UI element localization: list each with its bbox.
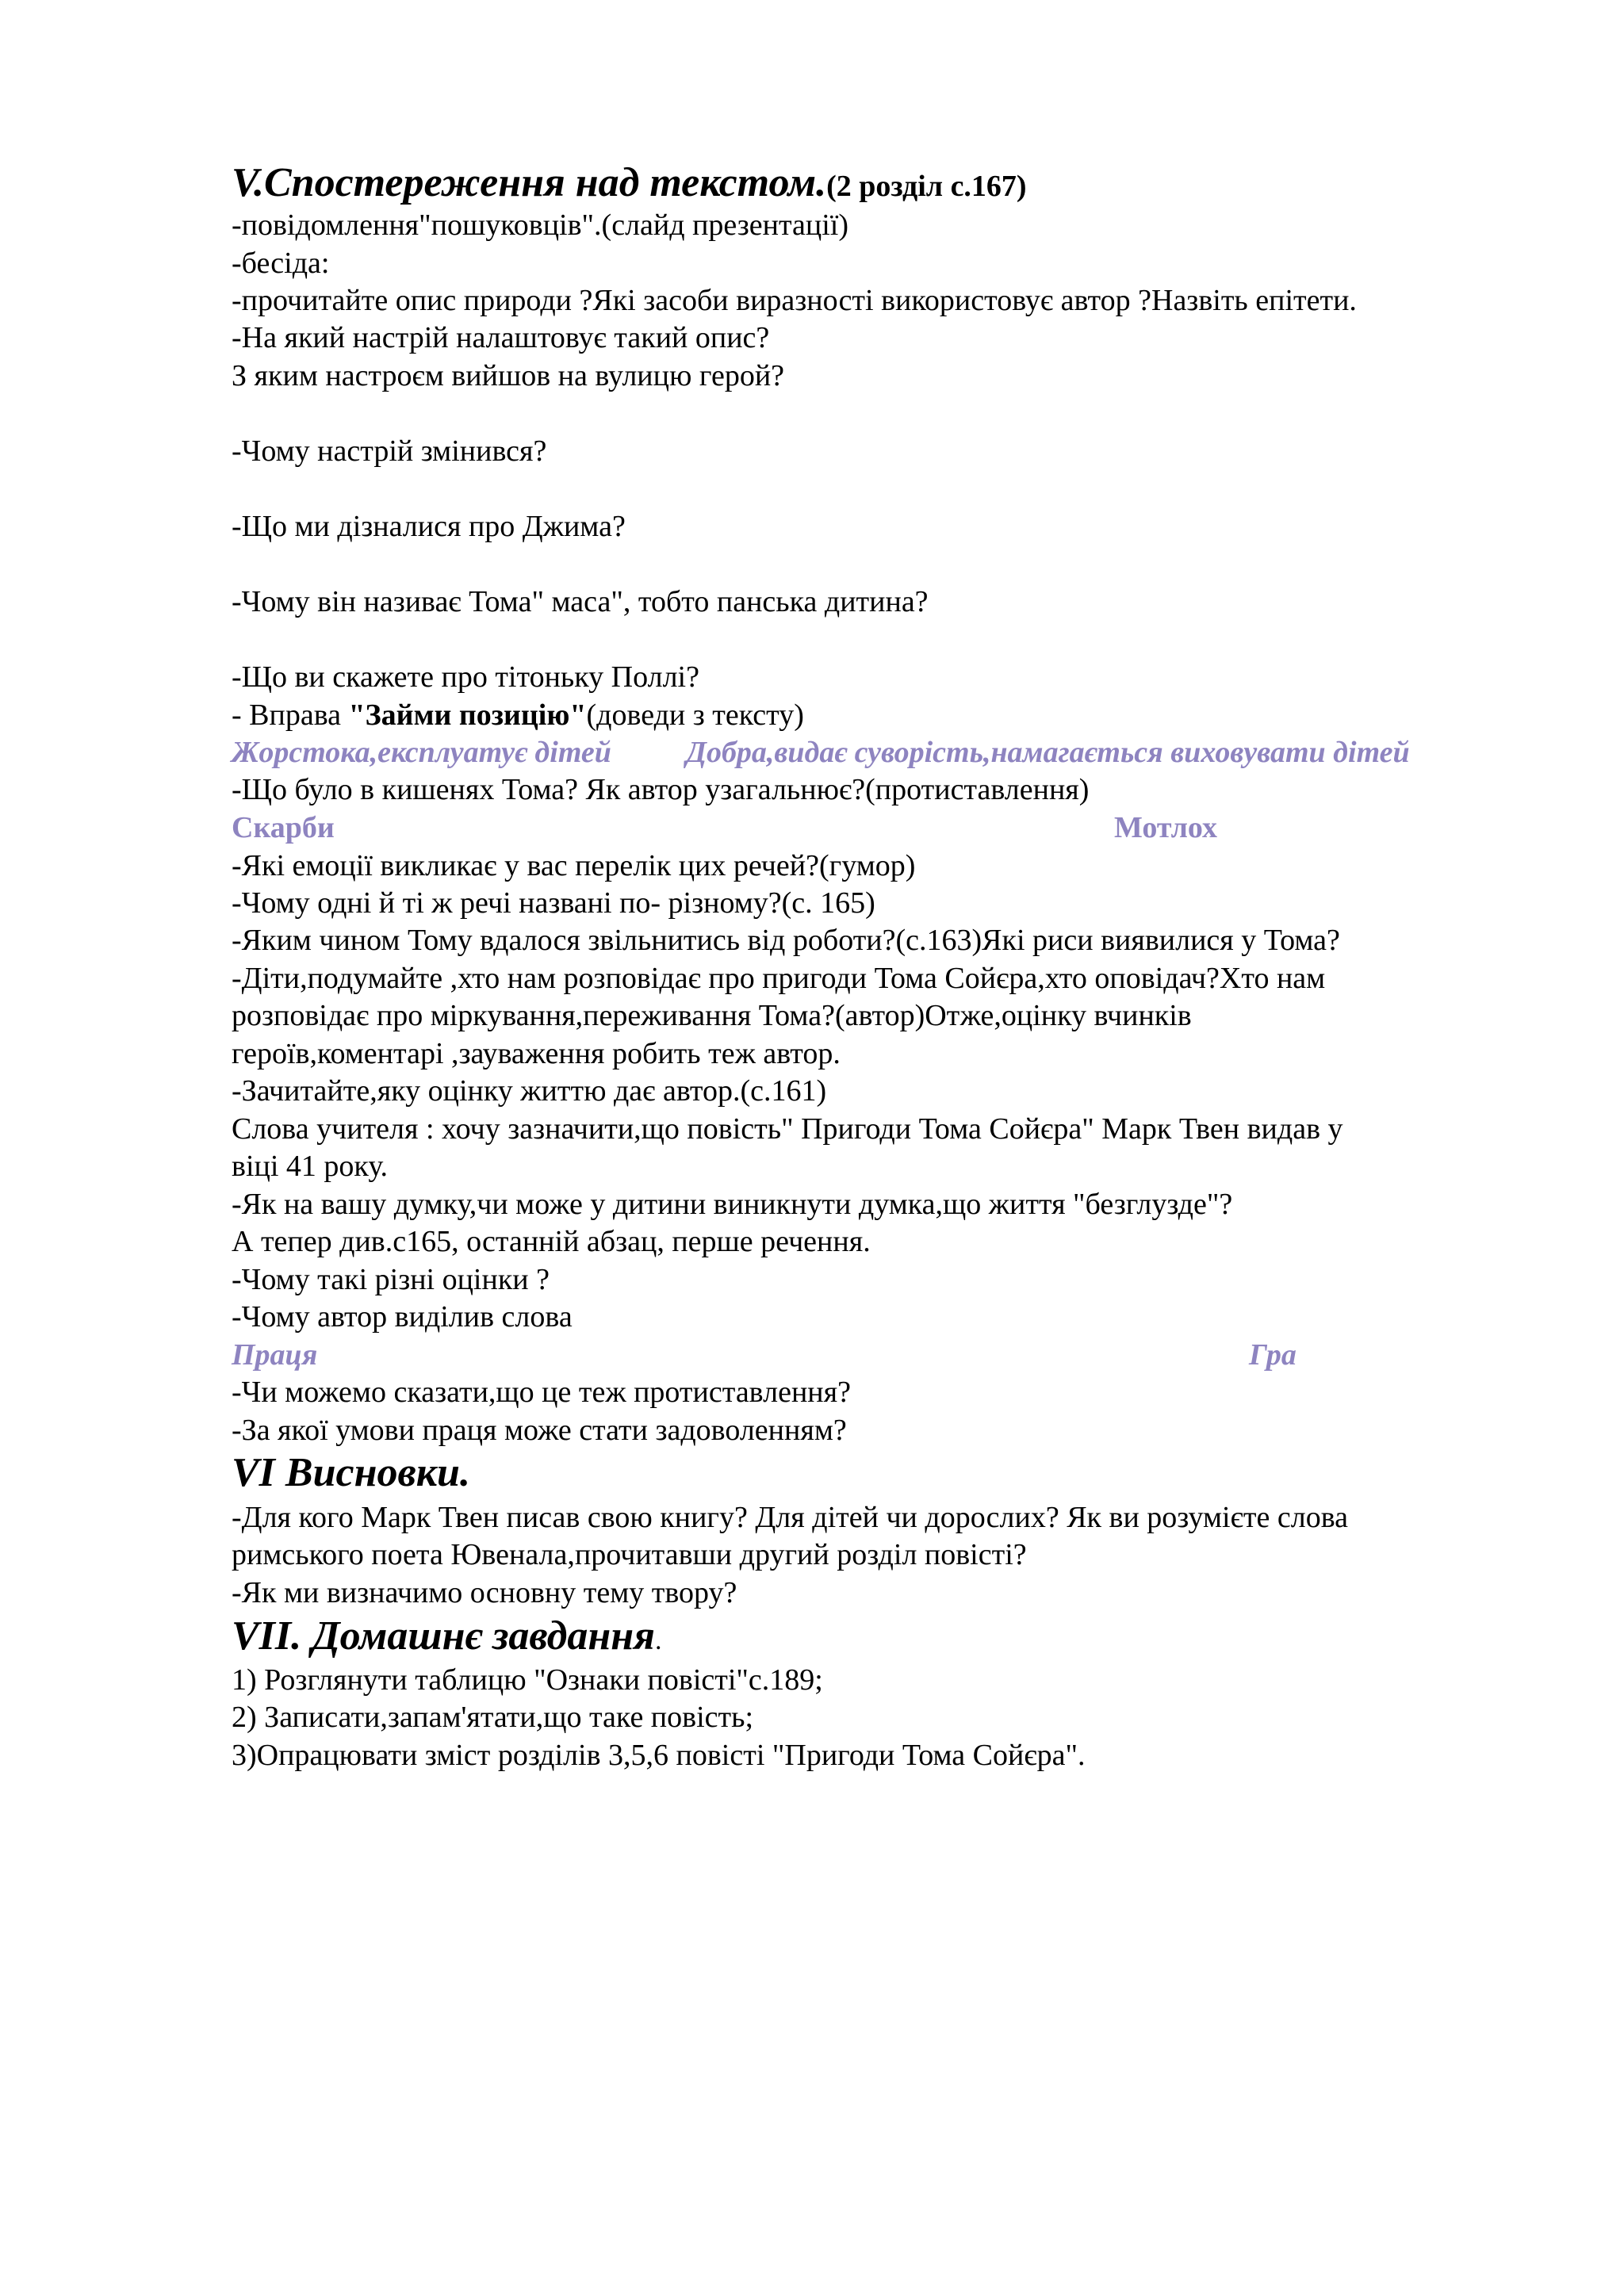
text-line: -Яким чином Тому вдалося звільнитись від роботи?(с.163)Які риси виявилися у Тома? [232,924,1340,957]
text-line: -Як ми визначимо основну тему твору? [232,1576,737,1609]
exercise-prefix: - Вправа [232,698,349,732]
section-6-heading: VI Висновки. [232,1450,470,1495]
exercise-suffix: (доведи з тексту) [586,698,804,732]
text-line: -повідомлення"пошуковців".(слайд презентації) [232,209,848,242]
section-5-title: V.Спостереження над текстом. [232,160,827,205]
text-line: -Що ми дізналися про Джима? [232,510,626,543]
text-line: -Які емоції викликає у вас перелік цих речей?(гумор) [232,849,916,882]
text-line: А тепер див.с165, останній абзац, перше речення. [232,1225,871,1258]
text-line: -Чому він називає Тома" маса", тобто панська дитина? [232,585,929,618]
label-play: Гра [1249,1338,1297,1372]
text-line: віці 41 року. [232,1150,389,1183]
text-line: розповідає про міркування,переживання Тома?(автор)Отже,оцінку вчинків [232,999,1192,1032]
text-line: -Діти,подумайте ,хто нам розповідає про пригоди Тома Сойєра,хто оповідач?Хто нам [232,962,1326,995]
text-line: героїв,коментарі ,зауваження робить теж автор. [232,1037,841,1070]
text-line: римського поета Ювенала,прочитавши другий розділ повісті? [232,1538,1027,1571]
section-7-title-dot: . [654,1626,662,1655]
exercise-line [232,696,804,734]
text-line: -Що ви скажете про тітоньку Поллі? [232,660,699,694]
label-junk: Мотлох [1114,811,1217,844]
text-line: -Чому такі різні оцінки ? [232,1263,550,1296]
text-line: -Чому автор виділив слова [232,1300,573,1334]
position-left: Жорстока,експлуатує дітей [232,736,611,769]
text-line: -бесіда: [232,247,330,280]
section-5-subtitle: (2 розділ с.167) [826,170,1027,203]
section-5-heading [232,159,1027,211]
text-line: -Зачитайте,яку оцінку життю дає автор.(с.161) [232,1074,827,1108]
section-7-heading [232,1612,661,1666]
text-line: -На який настрій налаштовує такий опис? [232,321,770,354]
text-line: -Чому одні й ті ж речі названі по- різному?(с. 165) [232,886,875,920]
label-work: Праця [232,1338,318,1372]
exercise-name: "Займи позицію" [348,698,587,732]
text-line: -Що було в кишенях Тома? Як автор узагальнює?(протиставлення) [232,773,1090,806]
homework-item: 3)Опрацювати зміст розділів 3,5,6 повісті "Пригоди Тома Сойєра". [232,1739,1086,1772]
text-line: -Чому настрій змінився? [232,434,547,468]
section-7-title: VII. Домашнє завдання [232,1613,655,1659]
position-right: Добра,видає суворість,намагається виховувати дітей [686,736,1410,769]
text-line: -прочитайте опис природи ?Які засоби виразності використовує автор ?Назвіть епітети. [232,284,1357,317]
text-line: -За якої умови праця може стати задоволенням? [232,1414,847,1447]
homework-item: 2) Записати,запам'ятати,що таке повість; [232,1701,754,1734]
text-line: -Для кого Марк Твен писав свою книгу? Для дітей чи дорослих? Як ви розумієте слова [232,1501,1349,1534]
homework-item: 1) Розглянути таблицю "Ознаки повісті"с.189; [232,1663,823,1697]
text-line: -Чи можемо сказати,що це теж протиставлення? [232,1376,851,1409]
text-line: -Як на вашу думку,чи може у дитини виникнути думка,що життя "безглузде"? [232,1188,1233,1221]
text-line: З яким настроєм вийшов на вулицю герой? [232,359,785,392]
label-treasures: Скарби [232,811,335,844]
text-line: Слова учителя : хочу зазначити,що повість" Пригоди Тома Сойєра" Марк Твен видав у [232,1112,1343,1146]
